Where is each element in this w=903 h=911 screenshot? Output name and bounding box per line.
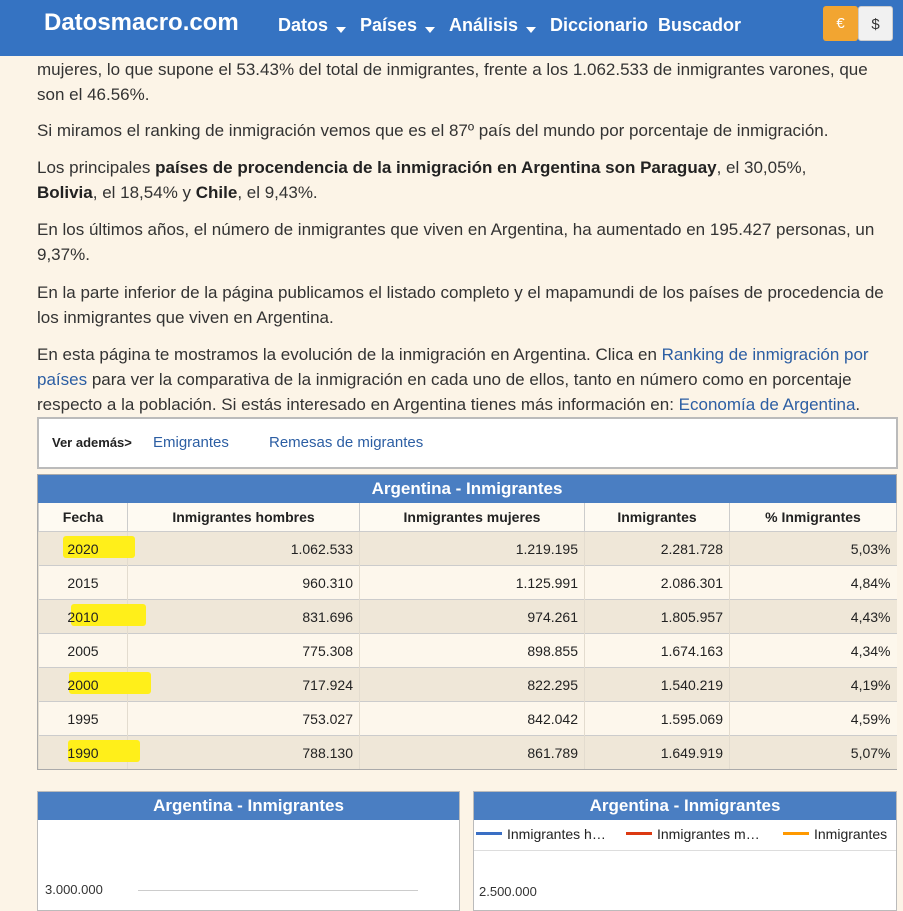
date-text: 1990 bbox=[67, 744, 99, 761]
col-header-fecha[interactable]: Fecha bbox=[39, 503, 128, 532]
cell-value: 4,59% bbox=[730, 702, 897, 736]
paragraph-6-text: . bbox=[855, 395, 861, 414]
table-row[interactable] bbox=[39, 634, 897, 668]
date-text: 2005 bbox=[67, 642, 99, 659]
cell-value: 775.308 bbox=[128, 634, 360, 668]
cell-value: 4,84% bbox=[730, 566, 897, 600]
nav-paises[interactable] bbox=[360, 15, 435, 36]
cell-value: 753.027 bbox=[128, 702, 360, 736]
cell-date[interactable] bbox=[39, 736, 128, 770]
cell-value: 1.540.219 bbox=[585, 668, 730, 702]
paragraph-3-bold: Chile bbox=[195, 183, 238, 202]
table-row[interactable] bbox=[39, 702, 897, 736]
legend-item-men[interactable] bbox=[476, 826, 606, 842]
cell-value: 1.219.195 bbox=[360, 532, 585, 566]
paragraph-3-bold: países de procendencia de la inmigración en Argentina son Paraguay bbox=[155, 158, 717, 177]
nav-analisis-label: Análisis bbox=[449, 15, 519, 35]
nav-analisis[interactable] bbox=[449, 15, 536, 36]
paragraph-3 bbox=[37, 155, 857, 205]
chart-right bbox=[473, 791, 897, 911]
legend-swatch-total bbox=[783, 832, 809, 835]
legend-item-women[interactable] bbox=[626, 826, 760, 842]
chart-left-title: Argentina - Inmigrantes bbox=[38, 792, 459, 820]
cell-date[interactable] bbox=[39, 702, 128, 736]
table-row[interactable] bbox=[39, 736, 897, 770]
cell-value: 1.595.069 bbox=[585, 702, 730, 736]
date-text: 2015 bbox=[67, 574, 99, 591]
chevron-down-icon bbox=[425, 27, 435, 33]
legend-swatch-women bbox=[626, 832, 652, 835]
cell-value: 4,43% bbox=[730, 600, 897, 634]
nav-buscador[interactable]: Buscador bbox=[658, 15, 742, 35]
ranking-inmigracion-link[interactable]: Ranking de inmigración por países bbox=[37, 345, 869, 389]
cell-value: 2.086.301 bbox=[585, 566, 730, 600]
paragraph-6-text: En esta página te mostramos la evolución de la inmigración en Argentina. Clica en bbox=[37, 345, 662, 364]
paragraph-2: Si miramos el ranking de inmigración vemos que es el 87º país del mundo por porcentaje de inmigración. bbox=[37, 121, 829, 140]
chevron-down-icon bbox=[336, 27, 346, 33]
cell-value: 1.805.957 bbox=[585, 600, 730, 634]
top-navbar bbox=[0, 0, 903, 56]
cell-date[interactable] bbox=[39, 566, 128, 600]
cell-value: 974.261 bbox=[360, 600, 585, 634]
paragraph-3-text: , el 18,54% y bbox=[92, 183, 196, 202]
nav-diccionario[interactable]: Diccionario bbox=[550, 15, 649, 35]
col-header-mujeres[interactable]: Inmigrantes mujeres bbox=[360, 503, 585, 532]
paragraph-6-text: para ver la comparativa de la inmigración en cada uno de ellos, tanto en número como en porcentaje respecto a la población. Si estás interesado en Argentina tienes más información en: bbox=[37, 370, 852, 414]
cell-value: 898.855 bbox=[360, 634, 585, 668]
cell-date[interactable] bbox=[39, 634, 128, 668]
table-row[interactable] bbox=[39, 566, 897, 600]
cell-value: 5,03% bbox=[730, 532, 897, 566]
see-also-label: Ver además> bbox=[52, 435, 132, 450]
legend-label-men: Inmigrantes h… bbox=[507, 826, 606, 842]
immigrants-table bbox=[37, 474, 897, 770]
legend-label-women: Inmigrantes m… bbox=[657, 826, 760, 842]
currency-eur-button[interactable]: € bbox=[823, 6, 858, 41]
paragraph-6 bbox=[37, 342, 897, 417]
legend-item-total[interactable] bbox=[783, 826, 887, 842]
table-title: Argentina - Inmigrantes bbox=[38, 475, 896, 503]
site-logo[interactable]: Datosmacro.com bbox=[44, 9, 239, 36]
paragraph-3-text: , el 9,43%. bbox=[237, 183, 318, 202]
paragraph-1: mujeres, lo que supone el 53.43% del total de inmigrantes, frente a los 1.062.533 de inmigrantes varones, que son el 46.56%. bbox=[37, 60, 868, 104]
emigrantes-link[interactable]: Emigrantes bbox=[153, 434, 229, 451]
cell-value: 788.130 bbox=[128, 736, 360, 770]
legend-swatch-men bbox=[476, 832, 502, 835]
nav-paises-label: Países bbox=[360, 15, 418, 35]
cell-value: 1.649.919 bbox=[585, 736, 730, 770]
date-text: 1995 bbox=[67, 710, 99, 727]
cell-value: 1.674.163 bbox=[585, 634, 730, 668]
paragraph-3-bold: Bolivia bbox=[37, 183, 93, 202]
col-header-hombres[interactable]: Inmigrantes hombres bbox=[128, 503, 360, 532]
economia-argentina-link[interactable]: Economía de Argentina bbox=[678, 395, 856, 414]
chart-right-y-label: 2.500.000 bbox=[479, 884, 537, 899]
cell-value: 4,19% bbox=[730, 668, 897, 702]
table-header-row bbox=[39, 503, 897, 532]
chevron-down-icon bbox=[526, 27, 536, 33]
paragraph-5: En la parte inferior de la página publicamos el listado completo y el mapamundi de los países de procedencia de los inmigrantes que viven en Argentina. bbox=[37, 283, 884, 327]
cell-value: 831.696 bbox=[128, 600, 360, 634]
cell-value: 960.310 bbox=[128, 566, 360, 600]
table-row[interactable] bbox=[39, 532, 897, 566]
cell-value: 822.295 bbox=[360, 668, 585, 702]
cell-value: 5,07% bbox=[730, 736, 897, 770]
cell-value: 4,34% bbox=[730, 634, 897, 668]
see-also-box bbox=[37, 417, 898, 469]
cell-date[interactable] bbox=[39, 668, 128, 702]
cell-date[interactable] bbox=[39, 532, 128, 566]
cell-value: 1.062.533 bbox=[128, 532, 360, 566]
date-text: 2000 bbox=[67, 676, 99, 693]
chart-right-title: Argentina - Inmigrantes bbox=[474, 792, 896, 820]
cell-date[interactable] bbox=[39, 600, 128, 634]
table-row[interactable] bbox=[39, 668, 897, 702]
cell-value: 717.924 bbox=[128, 668, 360, 702]
nav-datos-label: Datos bbox=[278, 15, 329, 35]
table-row[interactable] bbox=[39, 600, 897, 634]
date-text: 2020 bbox=[67, 540, 99, 557]
cell-value: 2.281.728 bbox=[585, 532, 730, 566]
cell-value: 1.125.991 bbox=[360, 566, 585, 600]
nav-datos[interactable] bbox=[278, 15, 346, 36]
chart-left-y-label: 3.000.000 bbox=[45, 882, 103, 897]
chart-left-gridline bbox=[138, 890, 418, 891]
chart-left bbox=[37, 791, 460, 911]
currency-usd-button[interactable]: $ bbox=[858, 6, 893, 41]
paragraph-3-text: , el 30,05%, bbox=[716, 158, 807, 177]
paragraph-4: En los últimos años, el número de inmigrantes que viven en Argentina, ha aumentado en 195.427 personas, un 9,37%. bbox=[37, 220, 875, 264]
cell-value: 842.042 bbox=[360, 702, 585, 736]
cell-value: 861.789 bbox=[360, 736, 585, 770]
immigrants-data-table bbox=[38, 503, 897, 769]
paragraph-3-text: Los principales bbox=[37, 158, 156, 177]
chart-right-gridline bbox=[474, 850, 896, 851]
col-header-inmigrantes[interactable]: Inmigrantes bbox=[585, 503, 730, 532]
legend-label-total: Inmigrantes bbox=[814, 826, 888, 842]
date-text: 2010 bbox=[67, 608, 99, 625]
remesas-link[interactable]: Remesas de migrantes bbox=[269, 434, 424, 451]
col-header-porcentaje[interactable]: % Inmigrantes bbox=[730, 503, 897, 532]
